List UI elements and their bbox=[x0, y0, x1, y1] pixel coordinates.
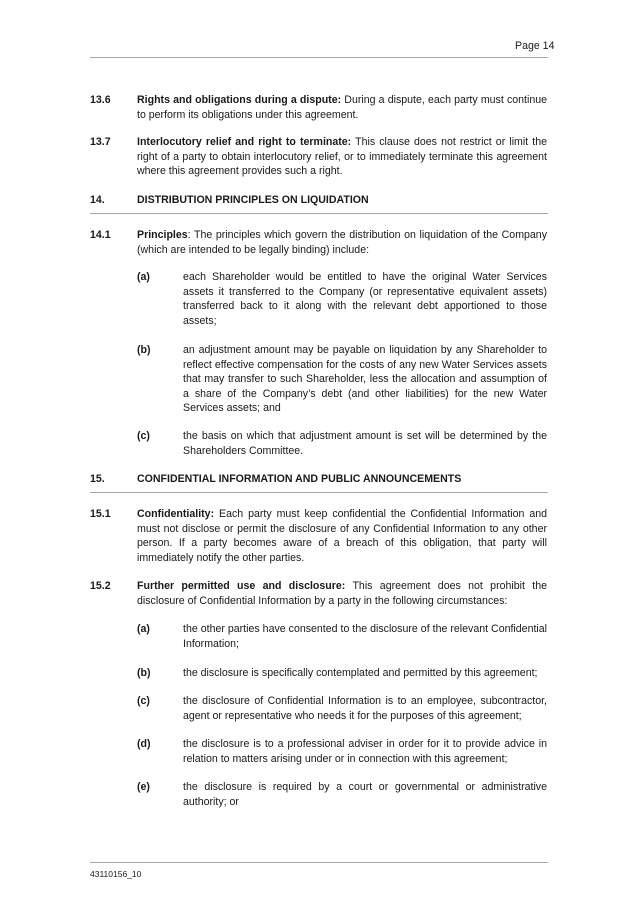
item-label: (a) bbox=[137, 623, 150, 635]
clause-title: Principles bbox=[137, 229, 188, 241]
section-rule bbox=[90, 492, 548, 493]
clause-number: 14.1 bbox=[90, 229, 111, 241]
section-heading: CONFIDENTIAL INFORMATION AND PUBLIC ANNOUNCEMENTS bbox=[137, 473, 462, 485]
section-number: 14. bbox=[90, 194, 105, 206]
list-item: the disclosure is to a professional adviser in order for it to provide advice in relation to matters arising under or in connection with this agreement; bbox=[183, 738, 547, 765]
header-rule bbox=[90, 57, 548, 58]
clause-15-1 bbox=[137, 507, 547, 565]
list-item: each Shareholder would be entitled to have the original Water Services assets it transferred to the Company (or representative equivalent assets) transferred back to it along with the relevant debt apportioned to those assets; bbox=[183, 271, 547, 327]
item-label: (d) bbox=[137, 738, 151, 750]
section-rule bbox=[90, 213, 548, 214]
clause-text: During a dispute, each party must continue to perform its obligations under this agreement. bbox=[137, 94, 548, 121]
clause-title: Confidentiality: bbox=[137, 508, 215, 520]
list-item: the basis on which that adjustment amount is set will be determined by the Shareholders Committee. bbox=[183, 430, 547, 457]
page-number: Page 14 bbox=[515, 40, 555, 52]
clause-title: Rights and obligations during a dispute: bbox=[137, 94, 342, 106]
item-label: (c) bbox=[137, 695, 150, 707]
clause-number: 15.1 bbox=[90, 508, 111, 520]
clause-text: This agreement does not prohibit the disclosure of Confidential Information by a party in the following circumstances: bbox=[137, 580, 547, 607]
clause-number: 13.7 bbox=[90, 136, 111, 148]
item-label: (a) bbox=[137, 271, 150, 283]
clause-text: Each party must keep confidential the Confidential Information and must not disclose or permit the disclosure of any Confidential Information to any other person. If a party becomes aware of a breach of this obligation, that party will immediately notify the other parties. bbox=[137, 508, 547, 564]
list-item: the disclosure of Confidential Information is to an employee, subcontractor, agent or representative who needs it for the purposes of this agreement; bbox=[183, 695, 547, 722]
list-item: the disclosure is required by a court or governmental or administrative authority; or bbox=[183, 781, 547, 808]
section-heading: DISTRIBUTION PRINCIPLES ON LIQUIDATION bbox=[137, 194, 369, 206]
footer-rule bbox=[90, 862, 548, 863]
clause-title: Interlocutory relief and right to terminate: bbox=[137, 136, 352, 148]
item-label: (b) bbox=[137, 667, 151, 679]
clause-15-2 bbox=[137, 579, 547, 608]
list-item: the disclosure is specifically contemplated and permitted by this agreement; bbox=[183, 667, 538, 679]
section-number: 15. bbox=[90, 473, 105, 485]
clause-title: Further permitted use and disclosure: bbox=[137, 580, 346, 592]
clause-13-7 bbox=[137, 135, 547, 179]
clause-number: 15.2 bbox=[90, 580, 111, 592]
clause-14-1 bbox=[137, 228, 547, 257]
item-label: (c) bbox=[137, 430, 150, 442]
clause-text: This clause does not restrict or limit the right of a party to obtain interlocutory relief, or to immediately terminate this agreement where this agreement provides such a right. bbox=[137, 136, 548, 178]
clause-number: 13.6 bbox=[90, 94, 111, 106]
clause-text: : The principles which govern the distribution on liquidation of the Company (which are intended to be legally binding) include: bbox=[137, 229, 547, 256]
item-label: (b) bbox=[137, 344, 151, 356]
list-item: an adjustment amount may be payable on liquidation by any Shareholder to reflect effective compensation for the costs of any new Water Services assets that may transfer to such Shareholder, less the allocation and assumption of a share of the Company’s debt (and other liabilities) for the new Water Services assets; and bbox=[183, 344, 547, 415]
list-item: the other parties have consented to the disclosure of the relevant Confidential Information; bbox=[183, 623, 547, 650]
clause-13-6 bbox=[137, 93, 547, 122]
document-id: 43110156_10 bbox=[90, 869, 142, 879]
item-label: (e) bbox=[137, 781, 150, 793]
